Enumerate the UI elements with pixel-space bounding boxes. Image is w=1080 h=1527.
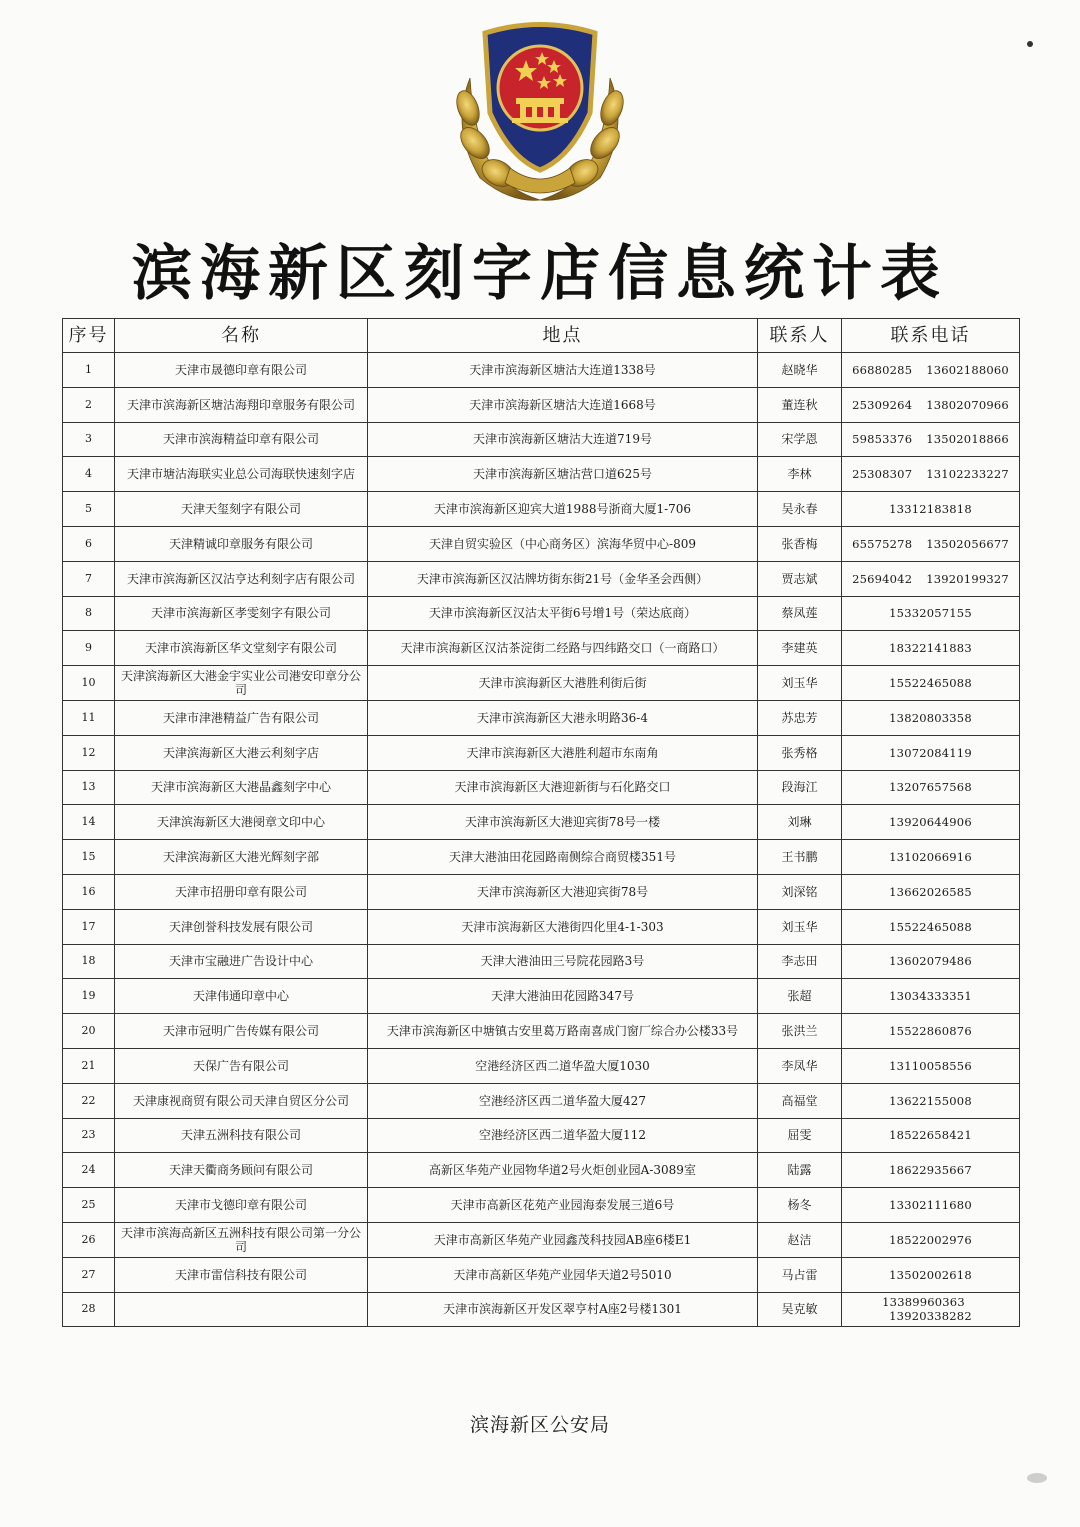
row-index: 3 <box>63 422 115 457</box>
shop-info-table <box>62 318 1020 1327</box>
row-phone-primary: 25694042 <box>852 571 913 586</box>
row-address: 天津市滨海新区塘沽大连道719号 <box>368 422 758 457</box>
row-index: 5 <box>63 492 115 527</box>
row-contact: 宋学恩 <box>758 422 842 457</box>
table-row <box>63 1153 1020 1188</box>
row-shop-name: 天津滨海新区大港云利刻字店 <box>115 735 368 770</box>
table-row <box>63 1083 1020 1118</box>
table-row <box>63 979 1020 1014</box>
row-contact: 刘玉华 <box>758 666 842 701</box>
header-address: 地点 <box>368 319 758 353</box>
row-shop-name: 天津创誉科技发展有限公司 <box>115 909 368 944</box>
row-address: 天津市滨海新区汉沽茶淀街二经路与四纬路交口（一商路口） <box>368 631 758 666</box>
row-phone-primary: 13920644906 <box>889 815 972 830</box>
row-phone-primary: 15522465088 <box>889 919 972 934</box>
table-row <box>63 596 1020 631</box>
row-contact: 高福堂 <box>758 1083 842 1118</box>
row-index: 23 <box>63 1118 115 1153</box>
row-phone <box>842 387 1020 422</box>
row-shop-name: 天津滨海新区大港光辉刻字部 <box>115 840 368 875</box>
row-index: 26 <box>63 1222 115 1257</box>
row-phone <box>842 1292 1020 1327</box>
row-address: 天津市滨海新区开发区翠亨村A座2号楼1301 <box>368 1292 758 1327</box>
row-contact: 屈雯 <box>758 1118 842 1153</box>
row-phone-primary: 18522002976 <box>889 1232 972 1247</box>
row-shop-name: 天津五洲科技有限公司 <box>115 1118 368 1153</box>
row-contact: 张香梅 <box>758 526 842 561</box>
row-phone <box>842 840 1020 875</box>
row-index: 2 <box>63 387 115 422</box>
table-row <box>63 735 1020 770</box>
row-shop-name: 天津市塘沽海联实业总公司海联快速刻字店 <box>115 457 368 492</box>
row-address: 天津市滨海新区大港永明路36-4 <box>368 700 758 735</box>
row-phone-primary: 15522465088 <box>889 676 972 691</box>
police-emblem-icon <box>440 18 640 208</box>
row-address: 天津市滨海新区汉沽牌坊街东街21号（金华圣会西侧） <box>368 561 758 596</box>
table-row <box>63 1048 1020 1083</box>
row-contact: 段海江 <box>758 770 842 805</box>
row-phone-secondary: 13502018866 <box>926 432 1009 447</box>
issuer-signature: 滨海新区公安局 <box>469 1414 610 1436</box>
row-index: 8 <box>63 596 115 631</box>
row-contact: 李建英 <box>758 631 842 666</box>
row-index: 20 <box>63 1014 115 1049</box>
row-index: 14 <box>63 805 115 840</box>
row-phone-primary: 13602079486 <box>889 954 972 969</box>
row-shop-name: 天津滨海新区大港阌章文印中心 <box>115 805 368 840</box>
row-phone-secondary: 13802070966 <box>926 397 1009 412</box>
table-row <box>63 387 1020 422</box>
table-row <box>63 561 1020 596</box>
row-shop-name: 天津伟通印章中心 <box>115 979 368 1014</box>
table-header-row <box>63 319 1020 353</box>
row-shop-name: 天津市戈德印章有限公司 <box>115 1188 368 1223</box>
row-phone <box>842 735 1020 770</box>
row-shop-name: 天津市滨海高新区五洲科技有限公司第一分公司 <box>115 1222 368 1257</box>
row-shop-name: 天津市滨海精益印章有限公司 <box>115 422 368 457</box>
row-address: 天津市滨海新区大港迎宾街78号 <box>368 874 758 909</box>
row-index: 15 <box>63 840 115 875</box>
row-shop-name: 天津精诚印章服务有限公司 <box>115 526 368 561</box>
page-title: 滨海新区刻字店信息统计表 <box>132 239 948 309</box>
row-contact: 刘玉华 <box>758 909 842 944</box>
row-index: 9 <box>63 631 115 666</box>
row-phone <box>842 457 1020 492</box>
row-shop-name: 天津市冠明广告传媒有限公司 <box>115 1014 368 1049</box>
row-phone-primary: 15332057155 <box>889 606 972 621</box>
header-index: 序号 <box>63 319 115 353</box>
row-phone-primary: 13207657568 <box>889 780 972 795</box>
row-address: 天津大港油田花园路南侧综合商贸楼351号 <box>368 840 758 875</box>
row-phone <box>842 770 1020 805</box>
row-phone <box>842 666 1020 701</box>
row-address: 天津大港油田花园路347号 <box>368 979 758 1014</box>
row-phone <box>842 492 1020 527</box>
table-row <box>63 631 1020 666</box>
row-shop-name: 天津市雷信科技有限公司 <box>115 1257 368 1292</box>
table-body <box>63 353 1020 1327</box>
row-phone <box>842 1222 1020 1257</box>
row-phone <box>842 874 1020 909</box>
row-address: 天津大港油田三号院花园路3号 <box>368 944 758 979</box>
row-shop-name: 天津市滨海新区大港晶鑫刻字中心 <box>115 770 368 805</box>
row-phone-secondary: 13502056677 <box>926 536 1009 551</box>
row-phone <box>842 1048 1020 1083</box>
row-shop-name: 天津市宝融进广告设计中心 <box>115 944 368 979</box>
row-phone-primary: 13072084119 <box>889 745 972 760</box>
row-phone <box>842 1083 1020 1118</box>
row-contact: 张秀格 <box>758 735 842 770</box>
row-contact: 王书鹏 <box>758 840 842 875</box>
table-row <box>63 805 1020 840</box>
row-address: 天津自贸实验区（中心商务区）滨海华贸中心-809 <box>368 526 758 561</box>
row-address: 天津市高新区花苑产业园海泰发展三道6号 <box>368 1188 758 1223</box>
row-phone <box>842 596 1020 631</box>
row-phone-primary: 13110058556 <box>889 1058 972 1073</box>
row-address: 天津市滨海新区大港胜利超市东南角 <box>368 735 758 770</box>
row-address: 天津市滨海新区大港迎新街与石化路交口 <box>368 770 758 805</box>
row-contact: 贾志斌 <box>758 561 842 596</box>
table-row <box>63 422 1020 457</box>
table-row <box>63 944 1020 979</box>
row-phone-primary: 25308307 <box>852 467 913 482</box>
table-row <box>63 909 1020 944</box>
header-contact: 联系人 <box>758 319 842 353</box>
row-index: 6 <box>63 526 115 561</box>
row-phone-primary: 59853376 <box>852 432 913 447</box>
row-shop-name: 天津滨海新区大港金宇实业公司港安印章分公司 <box>115 666 368 701</box>
table-row <box>63 353 1020 388</box>
row-phone-primary: 13102066916 <box>889 850 972 865</box>
row-address: 天津市滨海新区大港街四化里4-1-303 <box>368 909 758 944</box>
table-row <box>63 700 1020 735</box>
row-address: 天津市滨海新区迎宾大道1988号浙商大厦1-706 <box>368 492 758 527</box>
row-address: 天津市高新区华苑产业园华天道2号5010 <box>368 1257 758 1292</box>
row-address: 天津市滨海新区大港胜利街后街 <box>368 666 758 701</box>
row-phone <box>842 561 1020 596</box>
row-phone <box>842 909 1020 944</box>
row-index: 19 <box>63 979 115 1014</box>
table-row <box>63 1257 1020 1292</box>
row-contact: 苏忠芳 <box>758 700 842 735</box>
row-address: 天津市滨海新区中塘镇古安里葛万路南喜成门窗厂综合办公楼33号 <box>368 1014 758 1049</box>
row-shop-name: 天保广告有限公司 <box>115 1048 368 1083</box>
row-phone <box>842 979 1020 1014</box>
header-phone: 联系电话 <box>842 319 1020 353</box>
row-contact: 蔡凤莲 <box>758 596 842 631</box>
row-address: 天津市滨海新区塘沽营口道625号 <box>368 457 758 492</box>
row-index: 22 <box>63 1083 115 1118</box>
row-index: 18 <box>63 944 115 979</box>
row-phone-primary: 25309264 <box>852 397 913 412</box>
row-phone-primary: 13302111680 <box>889 1198 972 1213</box>
row-phone <box>842 1257 1020 1292</box>
row-index: 17 <box>63 909 115 944</box>
row-index: 13 <box>63 770 115 805</box>
row-shop-name: 天津天玺刻字有限公司 <box>115 492 368 527</box>
table-row <box>63 770 1020 805</box>
table-row <box>63 1188 1020 1223</box>
table-row <box>63 457 1020 492</box>
table-row <box>63 1292 1020 1327</box>
table-row <box>63 1222 1020 1257</box>
row-phone <box>842 353 1020 388</box>
row-shop-name <box>115 1292 368 1327</box>
row-index: 28 <box>63 1292 115 1327</box>
row-shop-name: 天津市滨海新区汉沽亨达利刻字店有限公司 <box>115 561 368 596</box>
row-contact: 李林 <box>758 457 842 492</box>
table-row <box>63 1014 1020 1049</box>
row-phone <box>842 1014 1020 1049</box>
scan-smudge-icon <box>1024 1468 1050 1488</box>
row-phone-secondary: 13102233227 <box>926 467 1009 482</box>
row-index: 1 <box>63 353 115 388</box>
row-address: 空港经济区西二道华盈大厦427 <box>368 1083 758 1118</box>
row-phone <box>842 1188 1020 1223</box>
row-address: 空港经济区西二道华盈大厦112 <box>368 1118 758 1153</box>
table-row <box>63 492 1020 527</box>
row-phone-primary: 18522658421 <box>889 1128 972 1143</box>
row-contact: 刘琳 <box>758 805 842 840</box>
table-row <box>63 840 1020 875</box>
row-phone <box>842 944 1020 979</box>
row-phone-primary: 13820803358 <box>889 710 972 725</box>
row-index: 7 <box>63 561 115 596</box>
row-shop-name: 天津市津港精益广告有限公司 <box>115 700 368 735</box>
row-index: 16 <box>63 874 115 909</box>
row-phone-primary: 13622155008 <box>889 1093 972 1108</box>
row-address: 天津市滨海新区塘沽大连道1668号 <box>368 387 758 422</box>
row-contact: 董连秋 <box>758 387 842 422</box>
table-row <box>63 526 1020 561</box>
row-contact: 赵晓华 <box>758 353 842 388</box>
row-contact: 李志田 <box>758 944 842 979</box>
row-phone <box>842 1118 1020 1153</box>
row-phone-primary: 13389960363 <box>882 1295 965 1310</box>
row-address: 天津市滨海新区汉沽太平街6号增1号（荣达底商） <box>368 596 758 631</box>
row-contact: 马占雷 <box>758 1257 842 1292</box>
row-phone-primary: 66880285 <box>852 362 913 377</box>
row-phone <box>842 631 1020 666</box>
row-contact: 陆露 <box>758 1153 842 1188</box>
table-row <box>63 666 1020 701</box>
row-phone-primary: 13502002618 <box>889 1267 972 1282</box>
row-index: 4 <box>63 457 115 492</box>
row-address: 高新区华苑产业园物华道2号火炬创业园A-3089室 <box>368 1153 758 1188</box>
row-shop-name: 天津康视商贸有限公司天津自贸区分公司 <box>115 1083 368 1118</box>
row-phone-primary: 13312183818 <box>889 502 972 517</box>
shop-info-table-container <box>62 318 1019 1327</box>
row-shop-name: 天津市滨海新区塘沽海翔印章服务有限公司 <box>115 387 368 422</box>
row-address: 天津市滨海新区塘沽大连道1338号 <box>368 353 758 388</box>
row-phone-primary: 65575278 <box>852 536 913 551</box>
row-phone <box>842 700 1020 735</box>
row-phone-primary: 13662026585 <box>889 884 972 899</box>
scan-speck-icon <box>1022 36 1038 52</box>
row-address: 天津市滨海新区大港迎宾街78号一楼 <box>368 805 758 840</box>
row-contact: 杨冬 <box>758 1188 842 1223</box>
row-phone-primary: 18322141883 <box>889 641 972 656</box>
row-contact: 吴克敏 <box>758 1292 842 1327</box>
row-shop-name: 天津天衢商务顾问有限公司 <box>115 1153 368 1188</box>
row-contact: 刘深铭 <box>758 874 842 909</box>
row-contact: 赵洁 <box>758 1222 842 1257</box>
row-phone-primary: 18622935667 <box>889 1163 972 1178</box>
row-contact: 李凤华 <box>758 1048 842 1083</box>
row-index: 24 <box>63 1153 115 1188</box>
table-row <box>63 874 1020 909</box>
row-index: 11 <box>63 700 115 735</box>
row-phone-primary: 13034333351 <box>889 989 972 1004</box>
row-phone-secondary: 13602188060 <box>926 362 1009 377</box>
row-index: 12 <box>63 735 115 770</box>
row-contact: 吴永春 <box>758 492 842 527</box>
row-phone-primary: 15522860876 <box>889 1024 972 1039</box>
row-index: 21 <box>63 1048 115 1083</box>
row-contact: 张洪兰 <box>758 1014 842 1049</box>
row-index: 25 <box>63 1188 115 1223</box>
row-shop-name: 天津市滨海新区华文堂刻字有限公司 <box>115 631 368 666</box>
row-address: 空港经济区西二道华盈大厦1030 <box>368 1048 758 1083</box>
row-contact: 张超 <box>758 979 842 1014</box>
row-index: 10 <box>63 666 115 701</box>
row-index: 27 <box>63 1257 115 1292</box>
row-shop-name: 天津市晟德印章有限公司 <box>115 353 368 388</box>
table-row <box>63 1118 1020 1153</box>
header-name: 名称 <box>115 319 368 353</box>
row-address: 天津市高新区华苑产业园鑫茂科技园AB座6楼E1 <box>368 1222 758 1257</box>
row-phone-secondary: 13920199327 <box>926 571 1009 586</box>
row-shop-name: 天津市滨海新区孝雯刻字有限公司 <box>115 596 368 631</box>
row-phone <box>842 422 1020 457</box>
row-shop-name: 天津市招册印章有限公司 <box>115 874 368 909</box>
row-phone-secondary: 13920338282 <box>889 1309 972 1324</box>
row-phone <box>842 1153 1020 1188</box>
row-phone <box>842 526 1020 561</box>
row-phone <box>842 805 1020 840</box>
